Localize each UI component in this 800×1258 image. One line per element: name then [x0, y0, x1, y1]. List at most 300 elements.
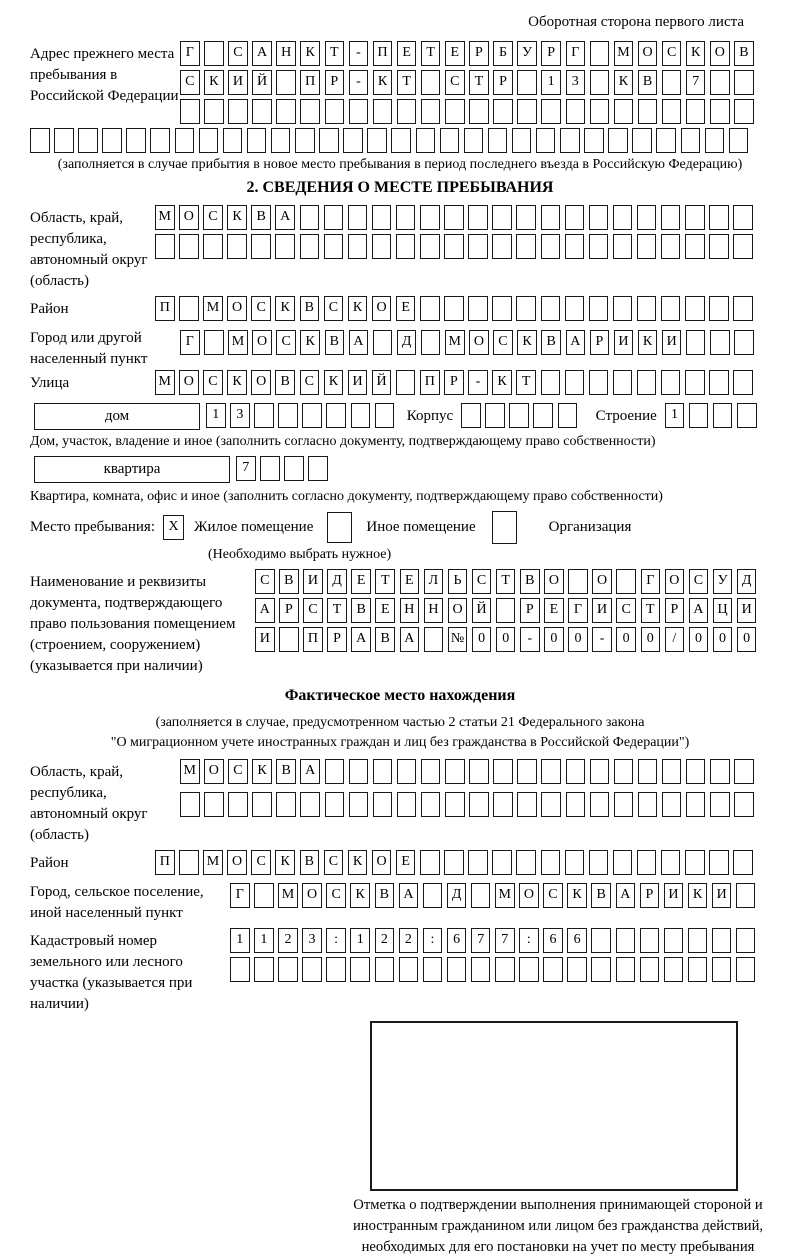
- char-box[interactable]: -: [592, 627, 612, 652]
- char-box[interactable]: [736, 883, 756, 908]
- char-box[interactable]: И: [662, 330, 682, 355]
- char-box[interactable]: В: [325, 330, 345, 355]
- char-box[interactable]: К: [492, 370, 512, 395]
- char-box[interactable]: [496, 598, 516, 623]
- char-box[interactable]: [396, 370, 416, 395]
- char-box[interactable]: [568, 569, 588, 594]
- char-box[interactable]: [349, 792, 369, 817]
- char-box[interactable]: В: [638, 70, 658, 95]
- char-box[interactable]: С: [472, 569, 492, 594]
- char-box[interactable]: К: [567, 883, 587, 908]
- char-box[interactable]: [686, 792, 706, 817]
- char-box[interactable]: [664, 928, 684, 953]
- char-box[interactable]: Р: [640, 883, 660, 908]
- char-box[interactable]: М: [495, 883, 515, 908]
- char-box[interactable]: [589, 234, 609, 259]
- char-box[interactable]: [420, 205, 440, 230]
- char-box[interactable]: П: [155, 850, 175, 875]
- char-box[interactable]: [688, 928, 708, 953]
- char-box[interactable]: [373, 330, 393, 355]
- char-box[interactable]: Р: [444, 370, 464, 395]
- char-box[interactable]: [656, 128, 676, 153]
- char-box[interactable]: [276, 99, 296, 124]
- char-box[interactable]: М: [614, 41, 634, 66]
- char-box[interactable]: [445, 99, 465, 124]
- char-box[interactable]: Т: [325, 41, 345, 66]
- char-box[interactable]: [613, 296, 633, 321]
- char-box[interactable]: [734, 792, 754, 817]
- char-box[interactable]: [424, 627, 444, 652]
- char-box[interactable]: Е: [400, 569, 420, 594]
- char-box[interactable]: [485, 403, 505, 428]
- char-box[interactable]: [444, 205, 464, 230]
- char-box[interactable]: [541, 850, 561, 875]
- char-box[interactable]: 1: [665, 403, 685, 428]
- char-box[interactable]: К: [517, 330, 537, 355]
- char-box[interactable]: С: [180, 70, 200, 95]
- char-box[interactable]: Р: [469, 41, 489, 66]
- char-box[interactable]: В: [520, 569, 540, 594]
- char-box[interactable]: [613, 850, 633, 875]
- char-box[interactable]: С: [662, 41, 682, 66]
- char-box[interactable]: :: [423, 928, 443, 953]
- char-box[interactable]: [712, 957, 732, 982]
- char-box[interactable]: Е: [397, 41, 417, 66]
- char-box[interactable]: [589, 296, 609, 321]
- char-box[interactable]: [662, 759, 682, 784]
- char-box[interactable]: [616, 569, 636, 594]
- char-box[interactable]: Р: [541, 41, 561, 66]
- char-box[interactable]: [252, 99, 272, 124]
- char-box[interactable]: О: [179, 370, 199, 395]
- char-box[interactable]: А: [275, 205, 295, 230]
- char-box[interactable]: А: [616, 883, 636, 908]
- char-box[interactable]: [733, 205, 753, 230]
- char-box[interactable]: [223, 128, 243, 153]
- char-box[interactable]: [566, 99, 586, 124]
- char-box[interactable]: [541, 296, 561, 321]
- char-box[interactable]: [689, 403, 709, 428]
- char-box[interactable]: [565, 370, 585, 395]
- char-box[interactable]: С: [324, 296, 344, 321]
- char-box[interactable]: С: [228, 759, 248, 784]
- char-box[interactable]: [302, 957, 322, 982]
- char-box[interactable]: [471, 957, 491, 982]
- char-box[interactable]: [399, 957, 419, 982]
- char-box[interactable]: Е: [396, 296, 416, 321]
- char-box[interactable]: [308, 456, 328, 481]
- char-box[interactable]: С: [300, 370, 320, 395]
- char-box[interactable]: [179, 850, 199, 875]
- char-box[interactable]: [492, 234, 512, 259]
- char-box[interactable]: [733, 296, 753, 321]
- char-box[interactable]: [102, 128, 122, 153]
- char-box[interactable]: [613, 234, 633, 259]
- char-box[interactable]: Н: [424, 598, 444, 623]
- char-box[interactable]: А: [300, 759, 320, 784]
- char-box[interactable]: С: [543, 883, 563, 908]
- char-box[interactable]: [447, 957, 467, 982]
- char-box[interactable]: [637, 234, 657, 259]
- char-box[interactable]: [375, 957, 395, 982]
- char-box[interactable]: В: [275, 370, 295, 395]
- char-box[interactable]: А: [689, 598, 709, 623]
- char-box[interactable]: С: [303, 598, 323, 623]
- char-box[interactable]: [710, 330, 730, 355]
- char-box[interactable]: [517, 70, 537, 95]
- char-box[interactable]: -: [349, 70, 369, 95]
- char-box[interactable]: Е: [351, 569, 371, 594]
- char-box[interactable]: А: [255, 598, 275, 623]
- char-box[interactable]: [227, 234, 247, 259]
- char-box[interactable]: 0: [472, 627, 492, 652]
- char-box[interactable]: Т: [397, 70, 417, 95]
- char-box[interactable]: -: [349, 41, 369, 66]
- char-box[interactable]: И: [737, 598, 757, 623]
- char-box[interactable]: [734, 330, 754, 355]
- char-box[interactable]: 0: [616, 627, 636, 652]
- char-box[interactable]: [325, 99, 345, 124]
- char-box[interactable]: [565, 205, 585, 230]
- char-box[interactable]: [517, 759, 537, 784]
- char-box[interactable]: [565, 296, 585, 321]
- char-box[interactable]: В: [734, 41, 754, 66]
- char-box[interactable]: И: [712, 883, 732, 908]
- char-box[interactable]: [325, 759, 345, 784]
- char-box[interactable]: [686, 330, 706, 355]
- char-box[interactable]: [30, 128, 50, 153]
- char-box[interactable]: [686, 759, 706, 784]
- char-box[interactable]: Е: [375, 598, 395, 623]
- char-box[interactable]: [493, 99, 513, 124]
- char-box[interactable]: [637, 850, 657, 875]
- char-box[interactable]: А: [252, 41, 272, 66]
- char-box[interactable]: №: [448, 627, 468, 652]
- char-box[interactable]: [637, 370, 657, 395]
- char-box[interactable]: [729, 128, 749, 153]
- char-box[interactable]: [180, 99, 200, 124]
- char-box[interactable]: [661, 370, 681, 395]
- char-box[interactable]: В: [375, 627, 395, 652]
- char-box[interactable]: В: [300, 850, 320, 875]
- char-box[interactable]: [565, 850, 585, 875]
- char-box[interactable]: Д: [327, 569, 347, 594]
- char-box[interactable]: [260, 456, 280, 481]
- char-box[interactable]: [493, 792, 513, 817]
- char-box[interactable]: 6: [543, 928, 563, 953]
- char-box[interactable]: Ь: [448, 569, 468, 594]
- char-box[interactable]: [420, 234, 440, 259]
- char-box[interactable]: О: [544, 569, 564, 594]
- char-box[interactable]: О: [469, 330, 489, 355]
- char-box[interactable]: М: [203, 296, 223, 321]
- char-box[interactable]: [397, 792, 417, 817]
- char-box[interactable]: [661, 850, 681, 875]
- char-box[interactable]: [284, 456, 304, 481]
- char-box[interactable]: [733, 850, 753, 875]
- char-box[interactable]: [372, 234, 392, 259]
- char-box[interactable]: [302, 403, 322, 428]
- char-box[interactable]: [349, 759, 369, 784]
- char-box[interactable]: [661, 205, 681, 230]
- char-box[interactable]: [204, 41, 224, 66]
- char-box[interactable]: Т: [327, 598, 347, 623]
- char-box[interactable]: [614, 759, 634, 784]
- char-box[interactable]: С: [276, 330, 296, 355]
- char-box[interactable]: 0: [496, 627, 516, 652]
- char-box[interactable]: [710, 70, 730, 95]
- char-box[interactable]: В: [591, 883, 611, 908]
- char-box[interactable]: [734, 99, 754, 124]
- char-box[interactable]: С: [689, 569, 709, 594]
- char-box[interactable]: [54, 128, 74, 153]
- char-box[interactable]: [733, 370, 753, 395]
- char-box[interactable]: [275, 234, 295, 259]
- char-box[interactable]: С: [324, 850, 344, 875]
- char-box[interactable]: [423, 957, 443, 982]
- char-box[interactable]: И: [348, 370, 368, 395]
- char-box[interactable]: 1: [254, 928, 274, 953]
- char-box[interactable]: [444, 296, 464, 321]
- char-box[interactable]: С: [445, 70, 465, 95]
- char-box[interactable]: С: [326, 883, 346, 908]
- char-box[interactable]: [566, 759, 586, 784]
- char-box[interactable]: [150, 128, 170, 153]
- char-box[interactable]: К: [252, 759, 272, 784]
- char-box[interactable]: Й: [252, 70, 272, 95]
- char-box[interactable]: К: [204, 70, 224, 95]
- char-box[interactable]: 0: [737, 627, 757, 652]
- char-box[interactable]: [300, 234, 320, 259]
- char-box[interactable]: [709, 296, 729, 321]
- char-box[interactable]: К: [686, 41, 706, 66]
- char-box[interactable]: И: [592, 598, 612, 623]
- char-box[interactable]: [710, 759, 730, 784]
- char-box[interactable]: [710, 792, 730, 817]
- char-box[interactable]: [396, 234, 416, 259]
- char-box[interactable]: [279, 627, 299, 652]
- char-box[interactable]: В: [300, 296, 320, 321]
- char-box[interactable]: [204, 99, 224, 124]
- char-box[interactable]: [712, 928, 732, 953]
- char-box[interactable]: [469, 99, 489, 124]
- char-box[interactable]: [444, 850, 464, 875]
- char-box[interactable]: [396, 205, 416, 230]
- char-box[interactable]: [155, 234, 175, 259]
- char-box[interactable]: [492, 850, 512, 875]
- char-box[interactable]: [300, 205, 320, 230]
- char-box[interactable]: [421, 792, 441, 817]
- char-box[interactable]: [733, 234, 753, 259]
- char-box[interactable]: О: [372, 850, 392, 875]
- char-box[interactable]: О: [519, 883, 539, 908]
- char-box[interactable]: Й: [372, 370, 392, 395]
- char-box[interactable]: М: [155, 370, 175, 395]
- char-box[interactable]: [516, 205, 536, 230]
- char-box[interactable]: [445, 792, 465, 817]
- char-box[interactable]: [590, 759, 610, 784]
- char-box[interactable]: 0: [544, 627, 564, 652]
- char-box[interactable]: [319, 128, 339, 153]
- char-box[interactable]: Р: [325, 70, 345, 95]
- char-box[interactable]: Д: [737, 569, 757, 594]
- char-box[interactable]: [614, 99, 634, 124]
- char-box[interactable]: [664, 957, 684, 982]
- char-box[interactable]: Г: [180, 330, 200, 355]
- char-box[interactable]: [614, 792, 634, 817]
- char-box[interactable]: [590, 792, 610, 817]
- char-box[interactable]: [251, 234, 271, 259]
- char-box[interactable]: [397, 759, 417, 784]
- char-box[interactable]: П: [155, 296, 175, 321]
- char-box[interactable]: [204, 792, 224, 817]
- char-box[interactable]: К: [300, 330, 320, 355]
- char-box[interactable]: [516, 296, 536, 321]
- char-box[interactable]: М: [180, 759, 200, 784]
- char-box[interactable]: Ц: [713, 598, 733, 623]
- char-box[interactable]: [565, 234, 585, 259]
- char-box[interactable]: О: [372, 296, 392, 321]
- char-box[interactable]: [252, 792, 272, 817]
- char-box[interactable]: [468, 234, 488, 259]
- char-box[interactable]: :: [326, 928, 346, 953]
- char-box[interactable]: У: [517, 41, 537, 66]
- char-box[interactable]: [350, 957, 370, 982]
- char-box[interactable]: 1: [230, 928, 250, 953]
- char-box[interactable]: Г: [566, 41, 586, 66]
- char-box[interactable]: М: [278, 883, 298, 908]
- char-box[interactable]: [372, 205, 392, 230]
- char-box[interactable]: А: [399, 883, 419, 908]
- char-box[interactable]: [179, 234, 199, 259]
- char-box[interactable]: Г: [180, 41, 200, 66]
- char-box[interactable]: [685, 370, 705, 395]
- char-box[interactable]: [468, 850, 488, 875]
- char-box[interactable]: В: [276, 759, 296, 784]
- char-box[interactable]: С: [228, 41, 248, 66]
- char-box[interactable]: П: [420, 370, 440, 395]
- char-box[interactable]: [713, 403, 733, 428]
- char-box[interactable]: [685, 234, 705, 259]
- char-box[interactable]: [348, 205, 368, 230]
- char-box[interactable]: [367, 128, 387, 153]
- char-box[interactable]: [709, 234, 729, 259]
- char-box[interactable]: Й: [472, 598, 492, 623]
- char-box[interactable]: [640, 957, 660, 982]
- char-box[interactable]: [685, 296, 705, 321]
- char-box[interactable]: [295, 128, 315, 153]
- char-box[interactable]: [590, 99, 610, 124]
- char-box[interactable]: [343, 128, 363, 153]
- char-box[interactable]: [444, 234, 464, 259]
- char-box[interactable]: [541, 99, 561, 124]
- char-box[interactable]: Т: [421, 41, 441, 66]
- char-box[interactable]: О: [302, 883, 322, 908]
- char-box[interactable]: Р: [327, 627, 347, 652]
- char-box[interactable]: [662, 792, 682, 817]
- char-box[interactable]: К: [324, 370, 344, 395]
- stay-option-residential-checkbox[interactable]: X: [163, 515, 184, 540]
- char-box[interactable]: Г: [641, 569, 661, 594]
- char-box[interactable]: [254, 957, 274, 982]
- char-box[interactable]: [541, 370, 561, 395]
- char-box[interactable]: [397, 99, 417, 124]
- char-box[interactable]: В: [375, 883, 395, 908]
- char-box[interactable]: [517, 792, 537, 817]
- char-box[interactable]: О: [665, 569, 685, 594]
- char-box[interactable]: С: [255, 569, 275, 594]
- char-box[interactable]: [420, 296, 440, 321]
- char-box[interactable]: Т: [375, 569, 395, 594]
- char-box[interactable]: [324, 205, 344, 230]
- char-box[interactable]: [640, 928, 660, 953]
- char-box[interactable]: [685, 205, 705, 230]
- char-box[interactable]: Т: [516, 370, 536, 395]
- char-box[interactable]: [278, 403, 298, 428]
- char-box[interactable]: Г: [230, 883, 250, 908]
- char-box[interactable]: [566, 792, 586, 817]
- char-box[interactable]: Р: [279, 598, 299, 623]
- char-box[interactable]: [375, 403, 395, 428]
- char-box[interactable]: [709, 850, 729, 875]
- char-box[interactable]: [661, 296, 681, 321]
- char-box[interactable]: [734, 759, 754, 784]
- char-box[interactable]: 1: [350, 928, 370, 953]
- char-box[interactable]: 7: [686, 70, 706, 95]
- char-box[interactable]: [278, 957, 298, 982]
- char-box[interactable]: [420, 850, 440, 875]
- char-box[interactable]: [199, 128, 219, 153]
- char-box[interactable]: [616, 957, 636, 982]
- char-box[interactable]: О: [179, 205, 199, 230]
- char-box[interactable]: О: [252, 330, 272, 355]
- char-box[interactable]: [589, 850, 609, 875]
- char-box[interactable]: К: [373, 70, 393, 95]
- char-box[interactable]: К: [614, 70, 634, 95]
- char-box[interactable]: Т: [496, 569, 516, 594]
- char-box[interactable]: [469, 792, 489, 817]
- char-box[interactable]: [661, 234, 681, 259]
- char-box[interactable]: 6: [447, 928, 467, 953]
- char-box[interactable]: [461, 403, 481, 428]
- char-box[interactable]: [543, 957, 563, 982]
- char-box[interactable]: П: [303, 627, 323, 652]
- char-box[interactable]: [325, 792, 345, 817]
- char-box[interactable]: 7: [471, 928, 491, 953]
- char-box[interactable]: [228, 99, 248, 124]
- char-box[interactable]: Д: [397, 330, 417, 355]
- char-box[interactable]: [180, 792, 200, 817]
- char-box[interactable]: [324, 234, 344, 259]
- char-box[interactable]: [734, 70, 754, 95]
- char-box[interactable]: К: [275, 850, 295, 875]
- char-box[interactable]: [533, 403, 553, 428]
- char-box[interactable]: С: [251, 850, 271, 875]
- char-box[interactable]: [736, 957, 756, 982]
- char-box[interactable]: К: [300, 41, 320, 66]
- char-box[interactable]: К: [275, 296, 295, 321]
- char-box[interactable]: [179, 296, 199, 321]
- char-box[interactable]: [468, 296, 488, 321]
- stay-option-organization-checkbox[interactable]: [492, 511, 517, 544]
- char-box[interactable]: Е: [544, 598, 564, 623]
- char-box[interactable]: [560, 128, 580, 153]
- char-box[interactable]: [175, 128, 195, 153]
- char-box[interactable]: [492, 205, 512, 230]
- char-box[interactable]: Д: [447, 883, 467, 908]
- stay-option-other-checkbox[interactable]: [327, 512, 352, 543]
- char-box[interactable]: К: [688, 883, 708, 908]
